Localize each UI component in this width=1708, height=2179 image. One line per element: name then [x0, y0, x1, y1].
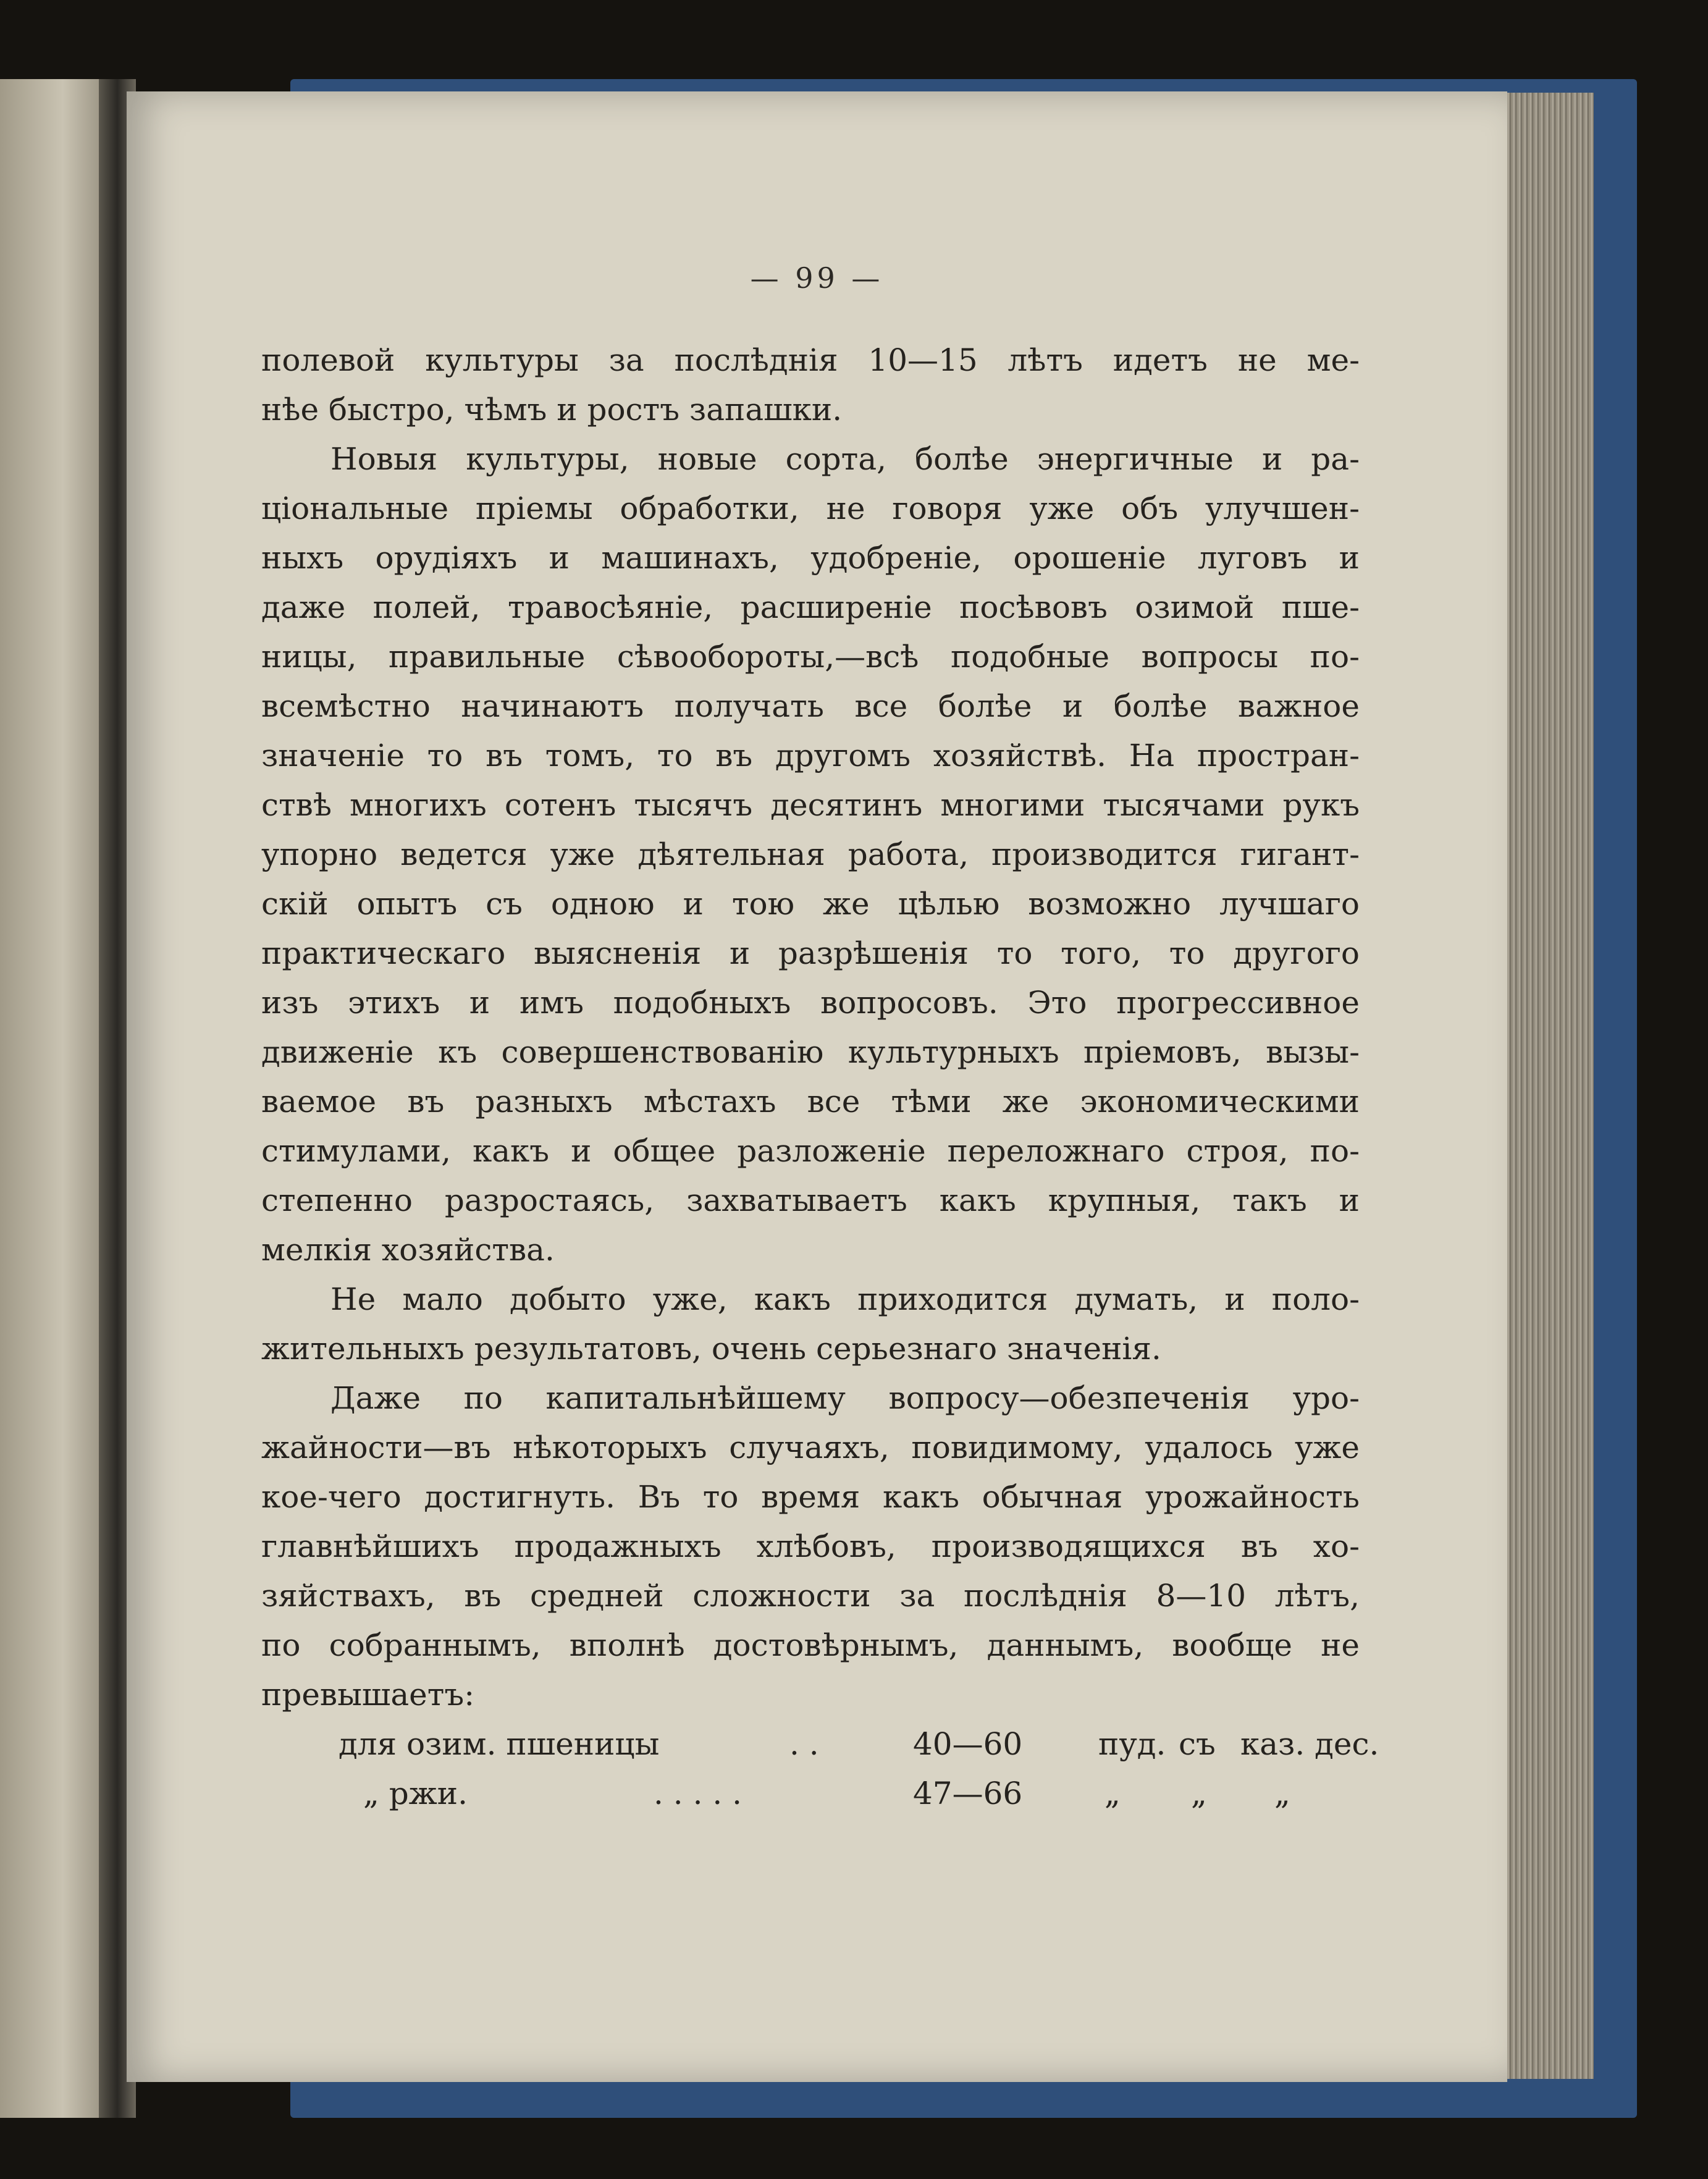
- unit: каз. дес.: [1240, 1726, 1379, 1762]
- yield-row: [261, 1719, 1379, 1769]
- text-line: кое-чего достигнуть. Въ то время какъ обычная урожайность: [261, 1479, 1360, 1515]
- crop-label: для озим. пшеницы: [339, 1726, 660, 1762]
- text-line: Новыя культуры, новые сорта, болѣе энергичные и ра-: [330, 441, 1360, 477]
- yield-range: 47—66: [913, 1776, 1023, 1811]
- text-line: практическаго выясненія и разрѣшенія то того, то другого: [261, 935, 1360, 971]
- text-line: упорно ведется уже дѣятельная работа, производится гигант-: [261, 837, 1360, 872]
- text-line: ныхъ орудіяхъ и машинахъ, удобреніе, орошеніе луговъ и: [261, 540, 1360, 576]
- dots: . .: [789, 1726, 819, 1762]
- text-line: зяйствахъ, въ средней сложности за послѣднія 8—10 лѣтъ,: [261, 1578, 1360, 1614]
- text-line: даже полей, травосѣяніе, расширеніе посѣвовъ озимой пше-: [261, 589, 1360, 625]
- page-number: — 99 —: [750, 261, 884, 295]
- text-line: стимулами, какъ и общее разложеніе переложнаго строя, по-: [261, 1133, 1360, 1169]
- ditto: „: [1191, 1776, 1207, 1811]
- page-edges: [1501, 93, 1594, 2079]
- page-text: [261, 335, 1379, 1818]
- unit: пуд.: [1098, 1726, 1166, 1762]
- text-line: ціональные пріемы обработки, не говоря уже объ улучшен-: [261, 491, 1360, 526]
- text-line: движеніе къ совершенствованію культурныхъ пріемовъ, вызы-: [261, 1034, 1360, 1070]
- text-line: главнѣйшихъ продажныхъ хлѣбовъ, производящихся въ хо-: [261, 1528, 1360, 1564]
- text-line: превышаетъ:: [261, 1677, 475, 1713]
- left-page-edge: [0, 79, 114, 2118]
- text-line: жительныхъ результатовъ, очень серьезнаго значенія.: [261, 1331, 1161, 1367]
- ditto: „: [1274, 1776, 1290, 1811]
- text-line: полевой культуры за послѣднія 10—15 лѣтъ идетъ не ме-: [261, 342, 1360, 378]
- book-page: [127, 91, 1507, 2082]
- text-line: ваемое въ разныхъ мѣстахъ все тѣми же экономическими: [261, 1084, 1360, 1119]
- unit: съ: [1179, 1726, 1216, 1762]
- text-line: по собраннымъ, вполнѣ достовѣрнымъ, даннымъ, вообще не: [261, 1627, 1360, 1663]
- text-line: значеніе то въ томъ, то въ другомъ хозяйствѣ. На простран-: [261, 738, 1360, 773]
- text-line: Не мало добыто уже, какъ приходится думать, и поло-: [330, 1281, 1360, 1317]
- text-line: всемѣстно начинаютъ получать все болѣе и болѣе важное: [261, 688, 1360, 724]
- text-line: степенно разростаясь, захватываетъ какъ крупныя, такъ и: [261, 1182, 1360, 1218]
- ditto: „: [1104, 1776, 1121, 1811]
- text-line: ствѣ многихъ сотенъ тысячъ десятинъ многими тысячами рукъ: [261, 787, 1360, 823]
- text-line: жайности—въ нѣкоторыхъ случаяхъ, повидимому, удалось уже: [261, 1430, 1360, 1465]
- text-line: изъ этихъ и имъ подобныхъ вопросовъ. Это прогрессивное: [261, 985, 1360, 1021]
- text-line: скій опытъ съ одною и тою же цѣлью возможно лучшаго: [261, 886, 1360, 922]
- text-line: ницы, правильные сѣвообороты,—всѣ подобные вопросы по-: [261, 639, 1360, 675]
- text-line: Даже по капитальнѣйшему вопросу—обезпеченія уро-: [330, 1380, 1360, 1416]
- yield-row: [261, 1769, 1360, 1818]
- text-line: нѣе быстро, чѣмъ и ростъ запашки.: [261, 392, 843, 428]
- yield-range: 40—60: [913, 1726, 1023, 1762]
- dots: . . . . .: [654, 1776, 743, 1811]
- text-line: мелкія хозяйства.: [261, 1232, 555, 1268]
- crop-label: „ ржи.: [363, 1776, 468, 1811]
